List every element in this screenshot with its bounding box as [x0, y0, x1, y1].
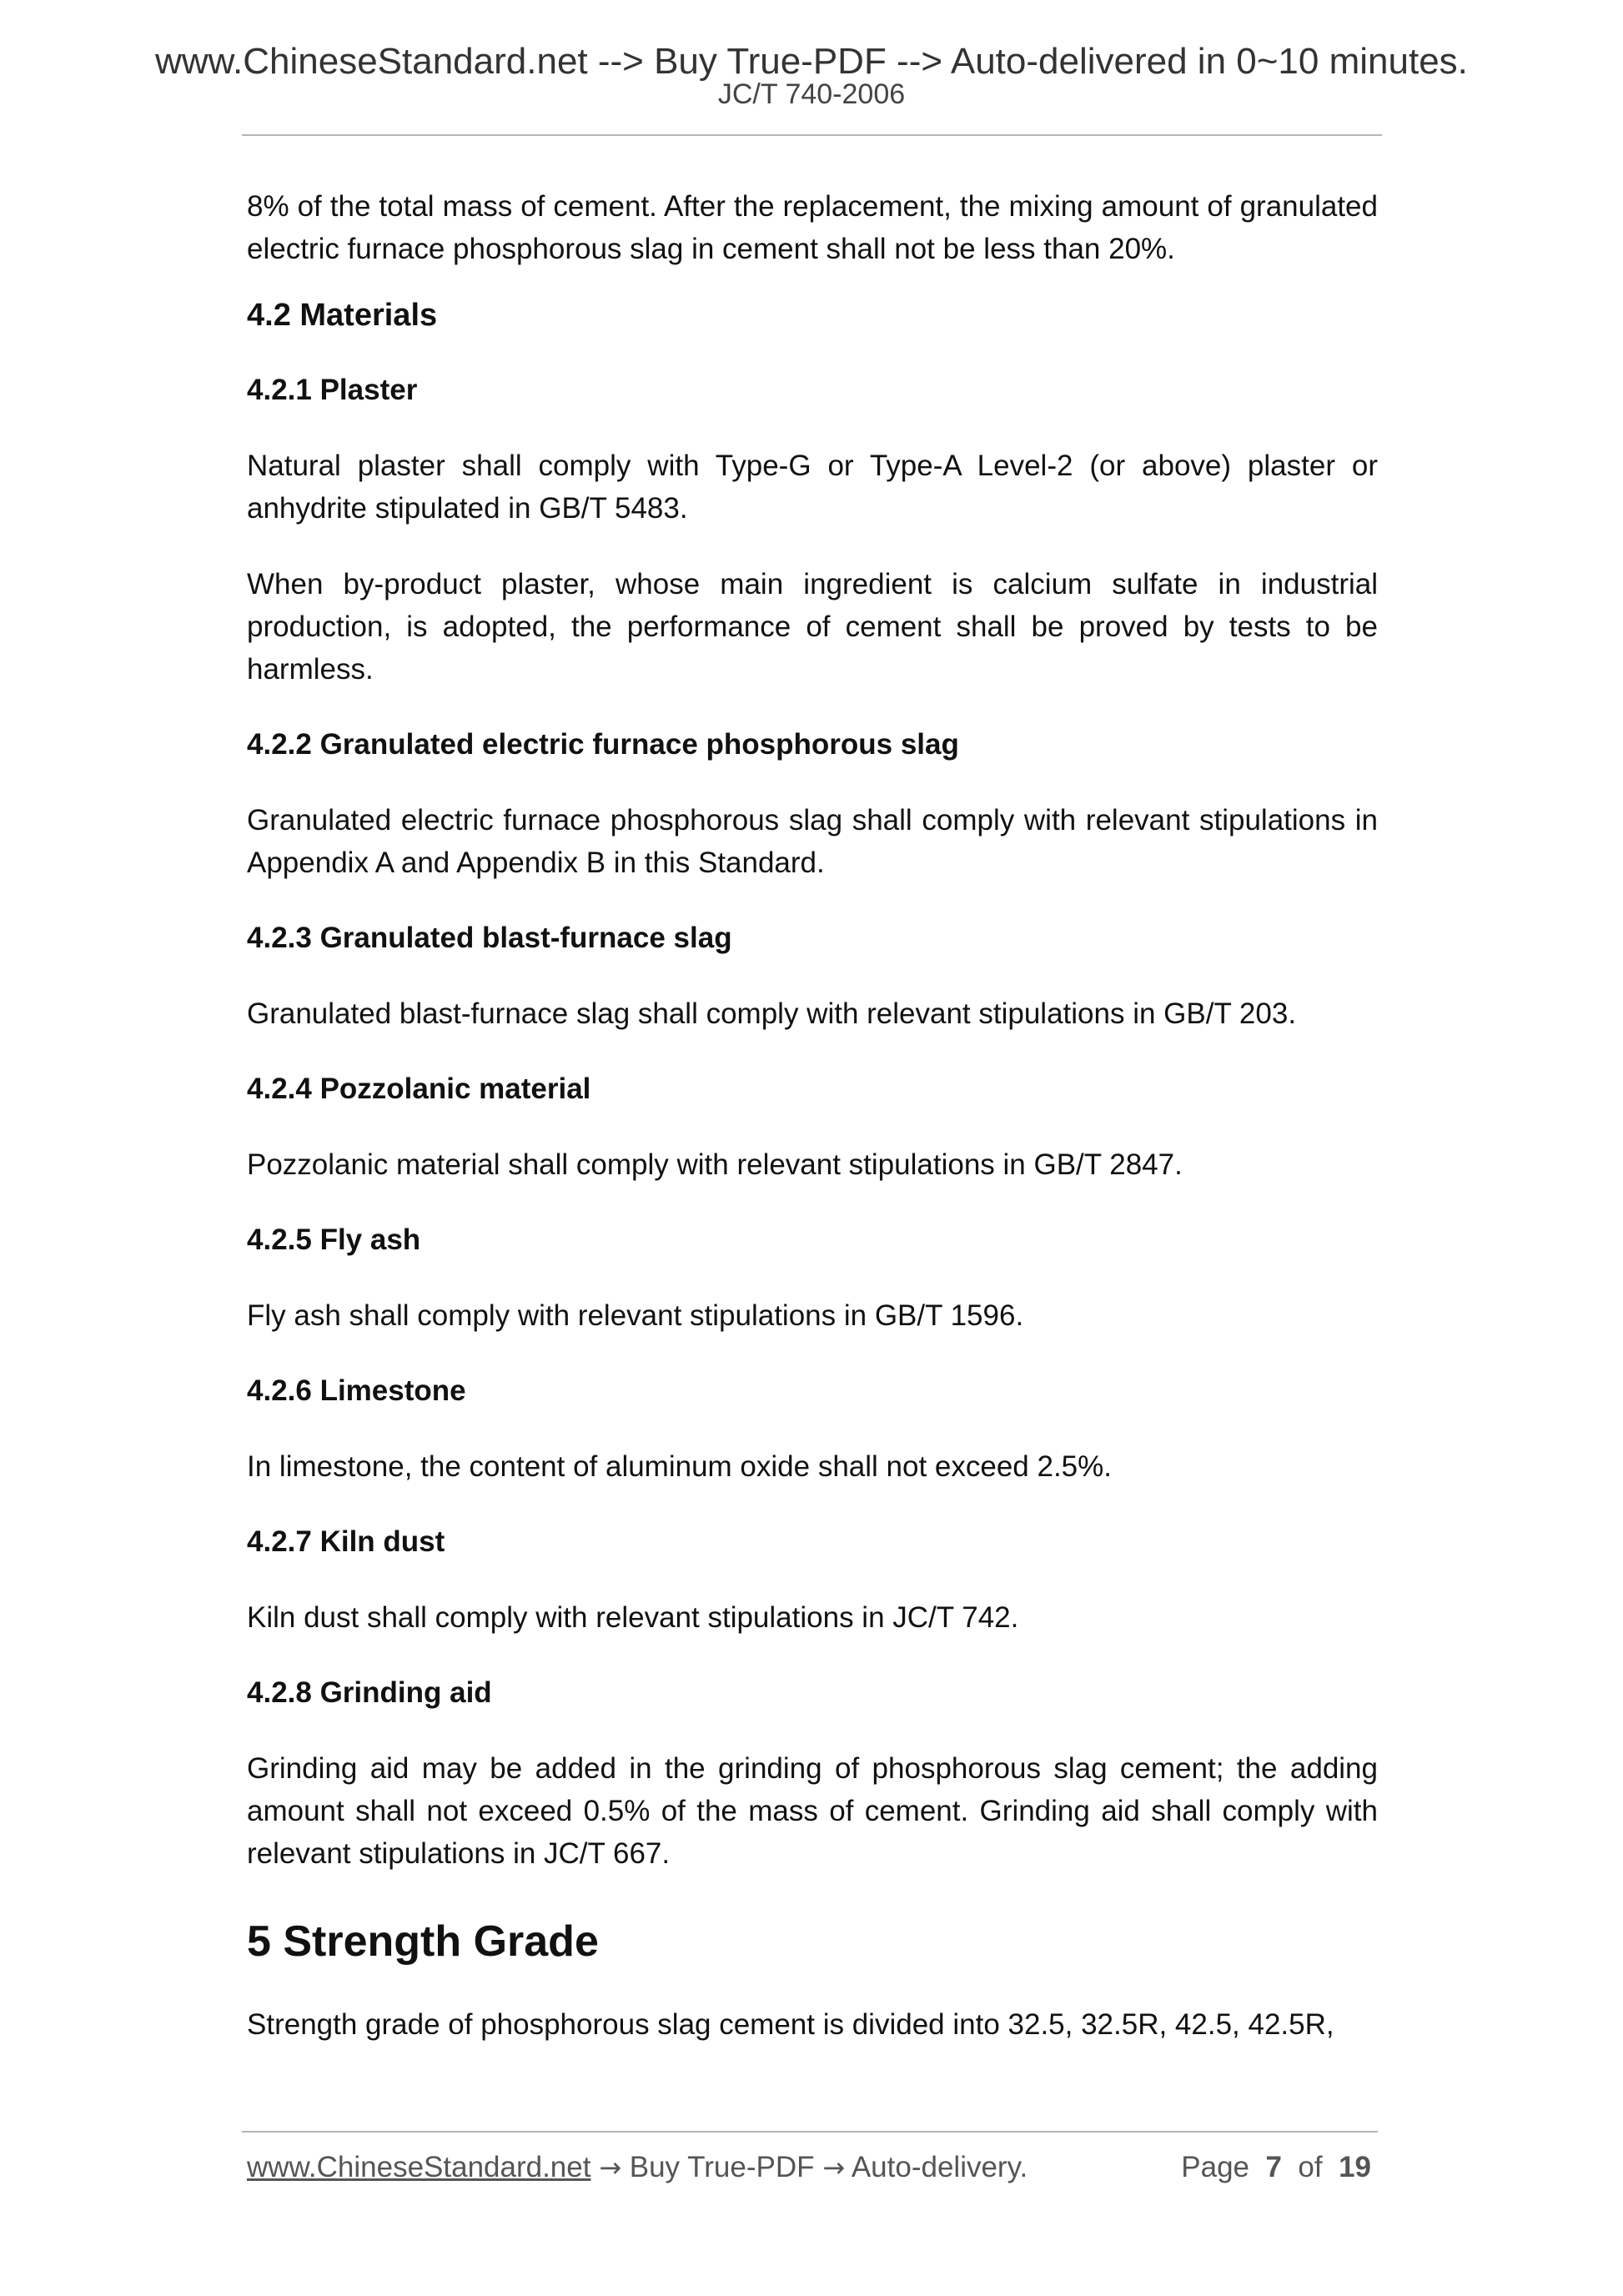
heading-4-2-materials: 4.2 Materials	[247, 298, 438, 333]
heading-5-strength-grade: 5 Strength Grade	[247, 1917, 599, 1966]
arrow-right-icon: →	[599, 2152, 622, 2183]
arrow-right-icon: →	[822, 2152, 846, 2183]
heading-4-2-2-phosphorous-slag: 4.2.2 Granulated electric furnace phosphorous slag	[247, 728, 959, 761]
heading-4-2-7-kiln-dust: 4.2.7 Kiln dust	[247, 1525, 445, 1558]
paragraph-4-2-8: Grinding aid may be added in the grinding of phosphorous slag cement; the adding amount shall not exceed 0.5% of the mass of cement. Grinding aid shall comply with relevant stipulations in JC/T 667.	[247, 1752, 1378, 1870]
heading-4-2-6-limestone: 4.2.6 Limestone	[247, 1374, 466, 1407]
of-label: of	[1298, 2151, 1323, 2183]
footer-buy-text: Buy True-PDF	[629, 2151, 815, 2183]
site-banner[interactable]: www.ChineseStandard.net --> Buy True-PDF --> Auto-delivered in 0~10 minutes.	[155, 41, 1468, 82]
heading-4-2-1-plaster: 4.2.1 Plaster	[247, 374, 418, 406]
heading-4-2-3-blast-furnace-slag: 4.2.3 Granulated blast-furnace slag	[247, 922, 732, 954]
paragraph-4-2-5: Fly ash shall comply with relevant stipulations in GB/T 1596.	[247, 1299, 1024, 1332]
paragraph-intro: 8% of the total mass of cement. After the replacement, the mixing amount of granulated electric furnace phosphorous slag in cement shall not be less than 20%.	[247, 190, 1378, 265]
paragraph-4-2-1-natural-plaster: Natural plaster shall comply with Type-G or Type-A Level-2 (or above) plaster or anhydrite stipulated in GB/T 5483.	[247, 450, 1378, 525]
paragraph-4-2-2: Granulated electric furnace phosphorous slag shall comply with relevant stipulations in Appendix A and Appendix B in this Standard.	[247, 804, 1378, 879]
page-label: Page	[1181, 2151, 1250, 2183]
page-footer	[247, 2150, 1378, 2185]
current-page-number: 7	[1265, 2151, 1282, 2183]
paragraph-4-2-7: Kiln dust shall comply with relevant stipulations in JC/T 742.	[247, 1601, 1019, 1634]
footer-site-link[interactable]: www.ChineseStandard.net	[247, 2151, 591, 2183]
total-page-count: 19	[1339, 2151, 1371, 2183]
footer-delivery-text: Auto-delivery.	[851, 2151, 1028, 2183]
page-indicator	[1181, 2150, 1371, 2185]
document-code: JC/T 740-2006	[717, 78, 906, 110]
paragraph-4-2-1-by-product-plaster: When by-product plaster, whose main ingredient is calcium sulfate in industrial production, is adopted, the performance of cement shall be proved by tests to be harmless.	[247, 568, 1378, 686]
paragraph-4-2-3: Granulated blast-furnace slag shall comply with relevant stipulations in GB/T 203.	[247, 997, 1297, 1030]
heading-4-2-4-pozzolanic-material: 4.2.4 Pozzolanic material	[247, 1073, 591, 1105]
paragraph-4-2-4: Pozzolanic material shall comply with relevant stipulations in GB/T 2847.	[247, 1148, 1183, 1181]
heading-4-2-8-grinding-aid: 4.2.8 Grinding aid	[247, 1676, 492, 1709]
paragraph-5: Strength grade of phosphorous slag cement is divided into 32.5, 32.5R, 42.5, 42.5R,	[247, 2008, 1334, 2041]
page-content	[247, 185, 1378, 2046]
paragraph-4-2-6: In limestone, the content of aluminum oxide shall not exceed 2.5%.	[247, 1450, 1112, 1483]
heading-4-2-5-fly-ash: 4.2.5 Fly ash	[247, 1223, 421, 1256]
footer-divider	[242, 2131, 1378, 2133]
header-divider	[242, 134, 1382, 136]
